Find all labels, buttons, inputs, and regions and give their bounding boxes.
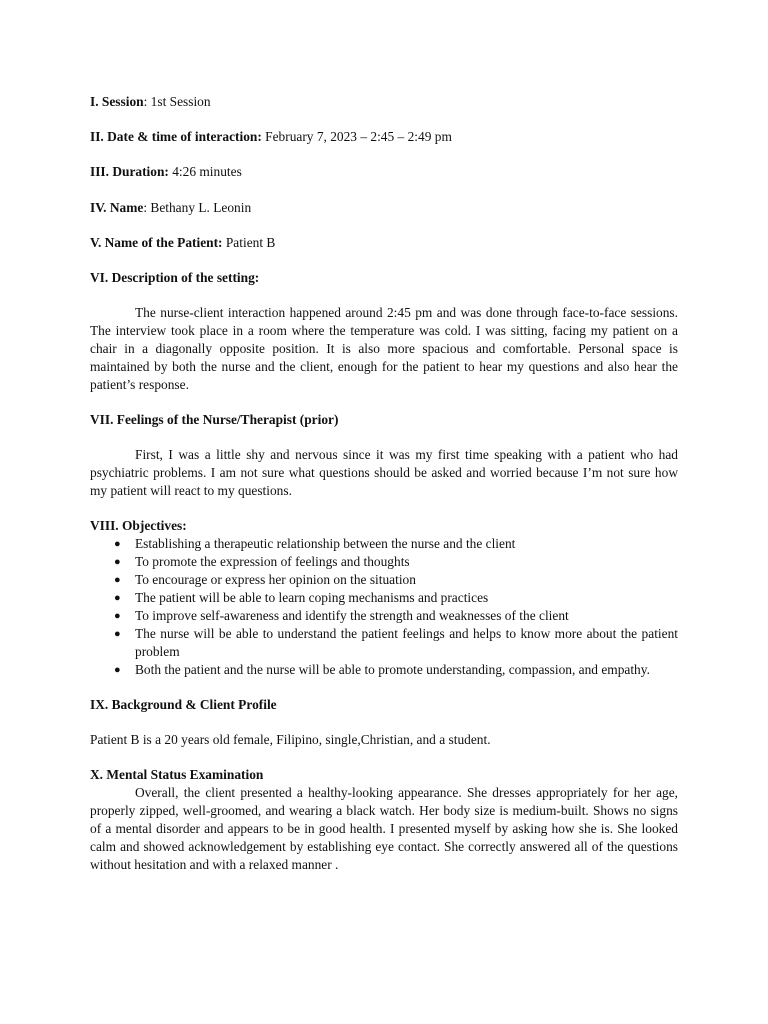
duration-value: 4:26 minutes <box>168 164 242 179</box>
objectives-list <box>90 535 678 679</box>
objective-item <box>90 625 678 661</box>
objective-item <box>90 661 678 679</box>
session-value: : 1st Session <box>143 94 211 109</box>
objective-text: To improve self-awareness and identify the strength and weaknesses of the client <box>135 608 569 623</box>
mental-status-paragraph: Overall, the client presented a healthy-looking appearance. She dresses appropriately for her age, properly zipped, well-groomed, and wearing a black watch. Her body size is medium-built. Shows no signs of a mental disorder and appears to be in good health. I presented myself by asking how she is. She looked calm and showed acknowledgement by establishing eye contact. She correctly answered all of the questions without hesitation and with a relaxed manner . <box>90 785 678 872</box>
objective-text: Establishing a therapeutic relationship between the nurse and the client <box>135 536 516 551</box>
objective-item <box>90 553 678 571</box>
session-field <box>90 93 678 111</box>
objective-text: To encourage or express her opinion on the situation <box>135 572 416 587</box>
objective-text: The patient will be able to learn coping mechanisms and practices <box>135 590 489 605</box>
bullet-icon: ● <box>114 664 121 676</box>
duration-field <box>90 163 678 181</box>
objective-item <box>90 607 678 625</box>
nurse-name-label: IV. Name <box>90 200 144 215</box>
bullet-icon: ● <box>114 538 121 550</box>
patient-name-label: V. Name of the Patient: <box>90 235 223 250</box>
objective-text: Both the patient and the nurse will be able to promote understanding, compassion, and empathy. <box>135 662 650 677</box>
bullet-icon: ● <box>114 574 121 586</box>
feelings-heading: VII. Feelings of the Nurse/Therapist (prior) <box>90 412 339 427</box>
background-heading: IX. Background & Client Profile <box>90 697 277 712</box>
date-time-field <box>90 128 678 146</box>
document-page <box>90 93 678 874</box>
setting-paragraph: The nurse-client interaction happened around 2:45 pm and was done through face-to-face sessions. The interview took place in a room where the temperature was cold. I was sitting, facing my patient on a chair in a diagonally opposite position. It is also more spacious and comfortable. Personal space is maintained by both the nurse and the client, enough for the patient to hear my questions and also hear the patient’s response. <box>90 305 678 392</box>
bullet-icon: ● <box>114 628 121 640</box>
feelings-paragraph: First, I was a little shy and nervous since it was my first time speaking with a patient who had psychiatric problems. I am not sure what questions should be asked and worried because I’m not sure how my patient will react to my questions. <box>90 447 678 498</box>
patient-name-value: Patient B <box>222 235 276 250</box>
date-time-label: II. Date & time of interaction: <box>90 129 262 144</box>
duration-label: III. Duration: <box>90 164 169 179</box>
bullet-icon: ● <box>114 556 121 568</box>
date-time-value: February 7, 2023 – 2:45 – 2:49 pm <box>261 129 452 144</box>
nurse-name-field <box>90 199 678 217</box>
objective-item <box>90 589 678 607</box>
patient-name-field <box>90 234 678 252</box>
session-label: I. Session <box>90 94 144 109</box>
objective-text: The nurse will be able to understand the patient feelings and helps to know more about the patient problem <box>135 626 678 659</box>
objective-item <box>90 535 678 553</box>
bullet-icon: ● <box>114 610 121 622</box>
bullet-icon: ● <box>114 592 121 604</box>
mental-status-heading: X. Mental Status Examination <box>90 767 264 782</box>
objective-item <box>90 571 678 589</box>
objective-text: To promote the expression of feelings and thoughts <box>135 554 410 569</box>
background-paragraph: Patient B is a 20 years old female, Filipino, single,Christian, and a student. <box>90 732 491 747</box>
nurse-name-value: : Bethany L. Leonin <box>143 200 252 215</box>
objectives-heading: VIII. Objectives: <box>90 518 187 533</box>
setting-heading: VI. Description of the setting: <box>90 270 260 285</box>
